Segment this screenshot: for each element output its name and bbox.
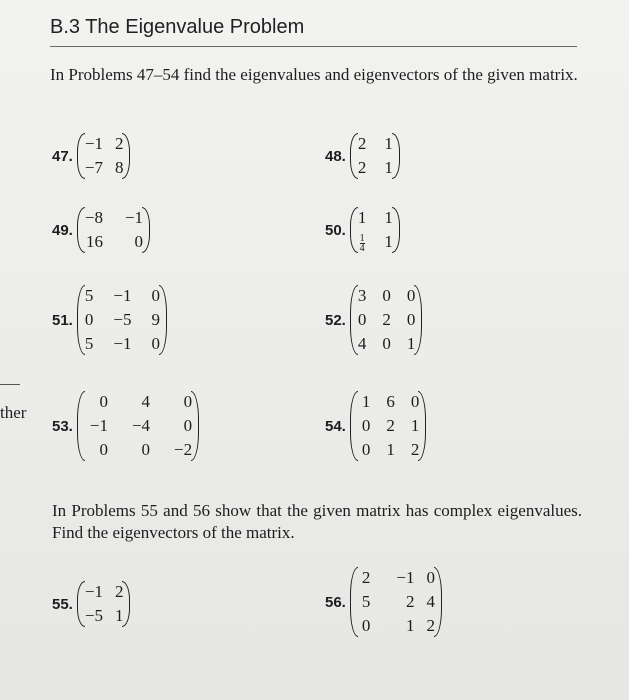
right-paren (191, 391, 199, 461)
left-paren (350, 391, 358, 461)
problem-54 (325, 390, 426, 462)
matrix-entry: 4 (357, 334, 367, 353)
left-paren (350, 567, 358, 637)
matrix-entry: 1 (384, 158, 393, 177)
problem-55 (52, 580, 130, 628)
right-paren (392, 207, 400, 253)
matrix-entry: −1 (113, 286, 132, 305)
matrix-entry: −5 (84, 606, 103, 625)
problem-number: 52. (325, 311, 346, 329)
matrix (350, 206, 400, 254)
matrix (350, 566, 442, 638)
problem-number: 50. (325, 221, 346, 239)
problem-number: 56. (325, 593, 346, 611)
problem-number: 54. (325, 417, 346, 435)
matrix-entry: −1 (113, 334, 132, 353)
complex-eigenvalues-text: In Problems 55 and 56 show that the given matrix has complex eigenvalues. Find the eigenvectors of the matrix. (52, 501, 582, 542)
left-paren (77, 391, 85, 461)
problem-50 (325, 206, 400, 254)
matrix (77, 580, 131, 628)
intro-text: In Problems 47–54 find the eigenvalues and eigenvectors of the given matrix. (50, 65, 578, 84)
problem-53 (52, 390, 199, 462)
problem-number: 48. (325, 147, 346, 165)
matrix-entry: 0 (406, 310, 416, 329)
matrix (350, 284, 423, 356)
matrix-entry: 0 (134, 232, 144, 251)
margin-dash (0, 384, 20, 385)
matrix-entry (357, 230, 367, 254)
matrix (77, 284, 167, 356)
matrix-entry: 2 (426, 616, 435, 635)
matrix-entry: 0 (410, 392, 420, 411)
matrix-entry: 0 (357, 310, 367, 329)
problem-number: 51. (52, 311, 73, 329)
matrix-entry: 1 (114, 606, 124, 625)
matrix-entry: 0 (361, 440, 371, 459)
right-paren (159, 285, 167, 355)
matrix-entry: 2 (357, 158, 367, 177)
title-rule (50, 46, 577, 47)
matrix-entry: 6 (386, 392, 395, 411)
left-paren (350, 285, 358, 355)
matrix-entry: 0 (406, 286, 416, 305)
problem-56 (325, 566, 442, 638)
matrix-entry: 2 (386, 416, 395, 435)
matrix-entry: 0 (426, 568, 435, 587)
fraction-numerator: 1 (359, 232, 365, 244)
problem-49 (52, 206, 150, 254)
matrix-entry: −4 (131, 416, 151, 435)
problem-number: 49. (52, 221, 73, 239)
problem-51 (52, 284, 167, 356)
left-paren (77, 581, 85, 627)
matrix-entry: −1 (84, 134, 103, 153)
matrix-entry: 1 (410, 416, 420, 435)
problem-52 (325, 284, 422, 356)
matrix-entry: 3 (357, 286, 367, 305)
matrix-entry: 0 (382, 286, 391, 305)
left-paren (350, 133, 358, 179)
matrix-entry: 1 (384, 232, 393, 251)
matrix-entry: 5 (361, 592, 371, 611)
matrix-entry: 1 (384, 134, 393, 153)
matrix-entry: 2 (361, 568, 371, 587)
matrix-entry: 1 (405, 616, 415, 635)
right-paren (142, 207, 150, 253)
matrix-entry: 9 (151, 310, 160, 329)
matrix-entry: 8 (114, 158, 124, 177)
matrix-entry: −5 (113, 310, 132, 329)
matrix-entry: 4 (426, 592, 435, 611)
fraction-denominator: 4 (359, 242, 365, 254)
matrix (77, 206, 150, 254)
matrix-entry: 0 (183, 416, 193, 435)
matrix-entry: 2 (114, 134, 124, 153)
matrix-entry: −1 (89, 416, 108, 435)
matrix-entry: 0 (99, 440, 108, 459)
matrix-entry: 1 (357, 208, 367, 227)
left-paren (77, 207, 85, 253)
matrix-entry: 2 (357, 134, 367, 153)
matrix-entry: 16 (85, 232, 103, 251)
matrix (77, 390, 199, 462)
matrix (350, 132, 400, 180)
left-paren (77, 133, 85, 179)
matrix-entry: 0 (84, 310, 94, 329)
problem-number: 53. (52, 417, 73, 435)
right-paren (392, 133, 400, 179)
matrix-entry: 2 (114, 582, 124, 601)
matrix-entry: 5 (84, 286, 94, 305)
matrix-entry: 1 (406, 334, 416, 353)
matrix-entry: −1 (124, 208, 144, 227)
matrix-entry: 1 (386, 440, 395, 459)
matrix-entry: 0 (183, 392, 193, 411)
matrix-entry: 0 (361, 616, 371, 635)
matrix-entry: 1 (361, 392, 371, 411)
right-paren (414, 285, 422, 355)
matrix-entry: 0 (151, 286, 160, 305)
right-paren (122, 133, 130, 179)
matrix-entry: 0 (361, 416, 371, 435)
matrix-entry: 4 (141, 392, 151, 411)
right-paren (122, 581, 130, 627)
problem-47 (52, 132, 130, 180)
left-paren (350, 207, 358, 253)
matrix-entry: 5 (84, 334, 94, 353)
matrix-entry: 0 (151, 334, 160, 353)
margin-text: ther (0, 403, 27, 422)
matrix-entry: −1 (84, 582, 103, 601)
right-paren (434, 567, 442, 637)
matrix-entry: −1 (396, 568, 415, 587)
matrix-entry: 2 (410, 440, 420, 459)
problem-number: 47. (52, 147, 73, 165)
left-paren (77, 285, 85, 355)
matrix-entry: −8 (84, 208, 103, 227)
problem-48 (325, 132, 400, 180)
matrix-entry: 0 (99, 392, 108, 411)
fraction (360, 234, 365, 253)
right-paren (418, 391, 426, 461)
problem-number: 55. (52, 595, 73, 613)
section-title: B.3 The Eigenvalue Problem (50, 16, 305, 38)
matrix-entry: −2 (174, 440, 193, 459)
matrix (350, 390, 427, 462)
matrix-entry: 0 (141, 440, 151, 459)
matrix-entry: −7 (84, 158, 103, 177)
matrix-entry: 0 (382, 334, 391, 353)
matrix (77, 132, 131, 180)
matrix-entry: 2 (405, 592, 415, 611)
matrix-entry: 1 (384, 208, 393, 227)
matrix-entry: 2 (382, 310, 391, 329)
